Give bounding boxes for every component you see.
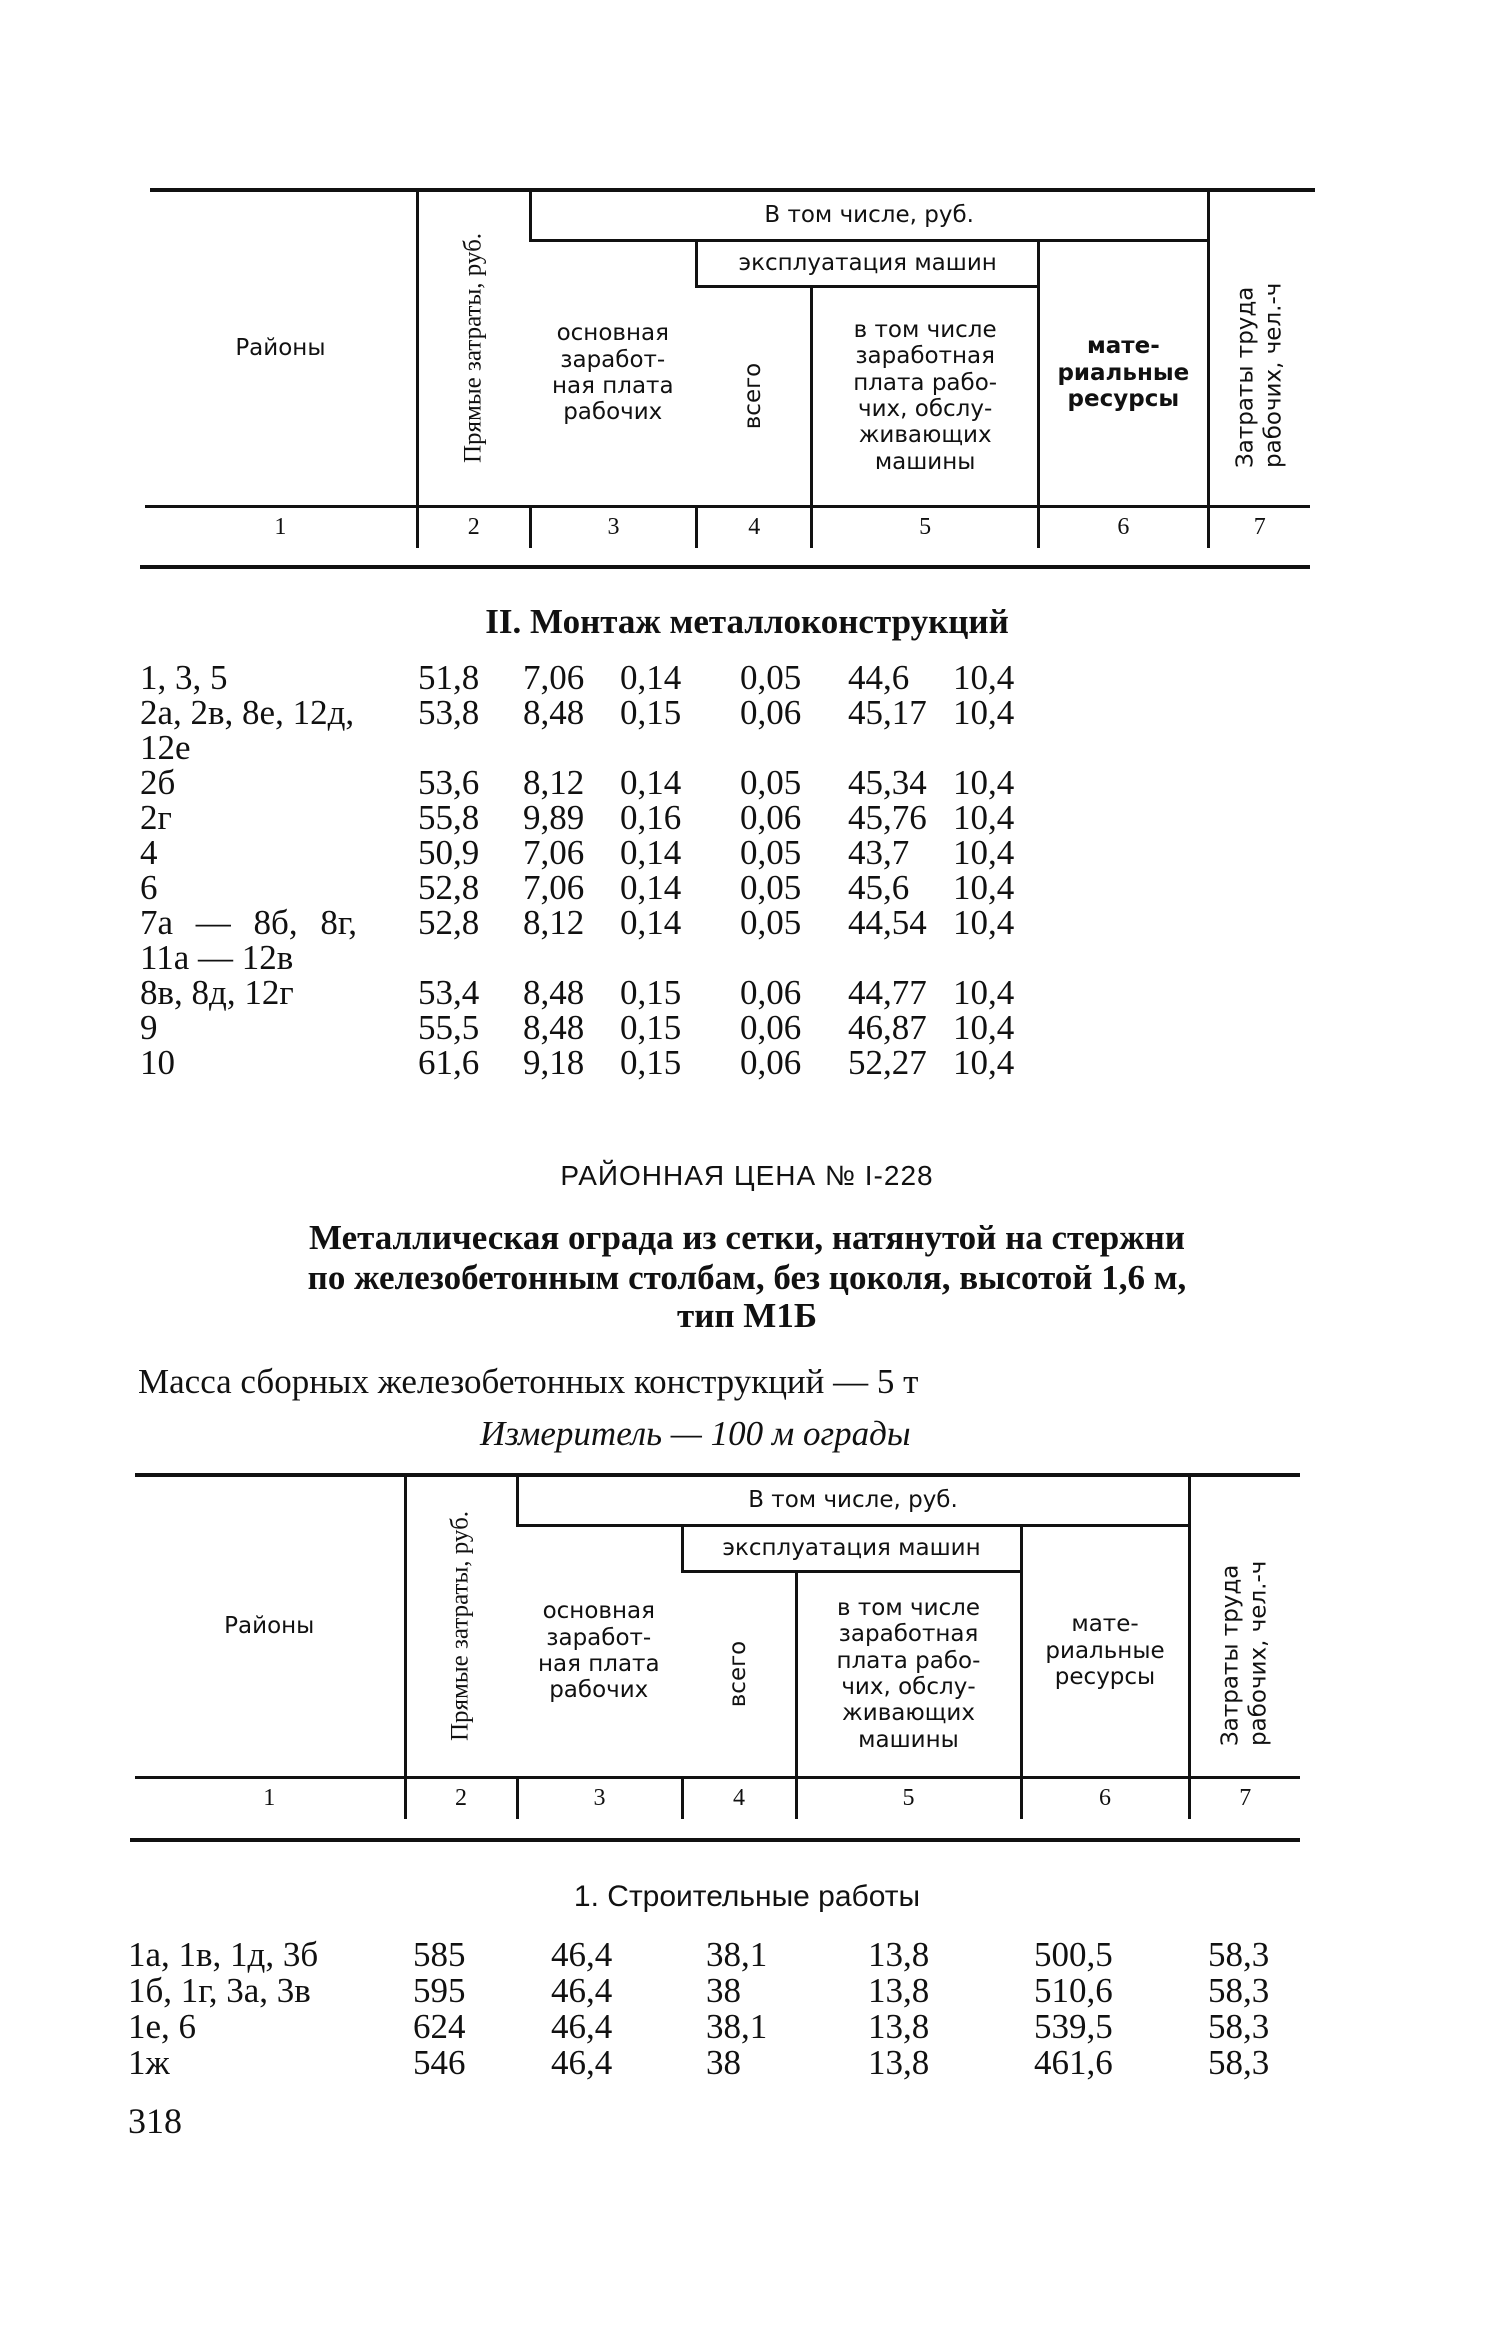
col-num-6: 6 xyxy=(1039,506,1208,548)
section1-title: II. Монтаж металлоконструкций xyxy=(485,602,1009,641)
table-row-continuation: 12е xyxy=(140,728,191,767)
table-row: 2а, 2в, 8е, 12д, 53,8 8,48 0,15 0,06 45,17 10,4 xyxy=(140,693,1015,732)
table-row: 8в, 8д, 12г 53,4 8,48 0,15 0,06 44,77 10,4 xyxy=(140,973,1015,1012)
table-row: 2б 53,6 8,12 0,14 0,05 45,34 10,4 xyxy=(140,763,1015,802)
header-osnovnaya-zarplata: основная заработ-ная плата рабочих xyxy=(537,1598,660,1704)
header-rayony: Районы xyxy=(235,335,326,362)
col-num-4: 4 xyxy=(682,1777,796,1819)
header-ekspluatatsiya: эксплуатация машин xyxy=(682,1525,1021,1571)
header-v-tom-chisle: В том числе, руб. xyxy=(530,192,1208,240)
table-row: 9 55,5 8,48 0,15 0,06 46,87 10,4 xyxy=(140,1008,1015,1047)
section2-title: 1. Строительные работы xyxy=(573,1880,921,1913)
col-num-3: 3 xyxy=(530,506,696,548)
table-row: 1а, 1в, 1д, 3б 585 46,4 38,1 13,8 500,5 58,3 xyxy=(128,1935,1270,1974)
col-num-7: 7 xyxy=(1189,1777,1300,1819)
table-row: 1е, 6 624 46,4 38,1 13,8 539,5 58,3 xyxy=(128,2007,1270,2046)
col-num-5: 5 xyxy=(796,1777,1021,1819)
table-row: 10 61,6 9,18 0,15 0,06 52,27 10,4 xyxy=(140,1043,1015,1082)
header-materialnye: мате-риальные ресурсы xyxy=(1039,240,1208,506)
table2-bottom-rule xyxy=(130,1838,1300,1842)
table-row-continuation: 11а — 12в xyxy=(140,938,294,977)
col-num-1: 1 xyxy=(135,1777,405,1819)
header-zatraty-truda: Затраты труда рабочих, чел.-ч xyxy=(1189,1477,1300,1777)
col-num-5: 5 xyxy=(812,506,1039,548)
table1-header xyxy=(145,192,1310,548)
header-pryamye-zatraty: Прямые затраты, руб. xyxy=(405,1477,517,1777)
price-title-line1: Металлическая ограда из сетки, натянутой на стержни xyxy=(309,1218,1185,1257)
header-materialnye: мате-риальные ресурсы xyxy=(1021,1525,1189,1777)
header-pryamye-zatraty: Прямые затраты, руб. xyxy=(417,192,530,506)
col-num-1: 1 xyxy=(145,506,417,548)
price-title-line2: по железобетонным столбам, без цоколя, высотой 1,6 м, xyxy=(307,1258,1187,1297)
table-row: 4 50,9 7,06 0,14 0,05 43,7 10,4 xyxy=(140,833,1015,872)
mass-line: Масса сборных железобетонных конструкций — 5 т xyxy=(138,1362,919,1401)
table-row: 1, 3, 5 51,8 7,06 0,14 0,05 44,6 10,4 xyxy=(140,658,1015,697)
measure-line: Измеритель — 100 м ограды xyxy=(480,1414,911,1453)
header-zatraty-truda: Затраты труда рабочих, чел.-ч xyxy=(1208,192,1310,506)
header-v-tom-chisle-zarplata: в том числе заработная плата рабо-чих, обслу-живающих машины xyxy=(812,286,1039,506)
col-num-6: 6 xyxy=(1021,1777,1189,1819)
col-num-7: 7 xyxy=(1208,506,1310,548)
table2-header xyxy=(135,1477,1300,1819)
col-num-4: 4 xyxy=(697,506,812,548)
header-vsego: всего xyxy=(725,1640,752,1708)
col-num-2: 2 xyxy=(417,506,530,548)
header-rayony: Районы xyxy=(224,1613,315,1640)
table-row: 2г 55,8 9,89 0,16 0,06 45,76 10,4 xyxy=(140,798,1015,837)
header-vsego: всего xyxy=(740,362,767,430)
col-num-3: 3 xyxy=(517,1777,682,1819)
table-row: 6 52,8 7,06 0,14 0,05 45,6 10,4 xyxy=(140,868,1015,907)
table-row: 7а — 8б, 8г, 52,8 8,12 0,14 0,05 44,54 10,4 xyxy=(140,903,1015,942)
header-osnovnaya-zarplata: основная заработ-ная плата рабочих xyxy=(551,320,674,426)
header-v-tom-chisle: В том числе, руб. xyxy=(517,1477,1189,1525)
page-number: 318 xyxy=(128,2101,182,2141)
header-v-tom-chisle-zarplata: в том числе заработная плата рабо-чих, обслу-живающих машины xyxy=(796,1571,1021,1777)
table-row: 1б, 1г, 3а, 3в 595 46,4 38 13,8 510,6 58,3 xyxy=(128,1971,1270,2010)
table-row: 1ж 546 46,4 38 13,8 461,6 58,3 xyxy=(128,2043,1270,2082)
price-title-line3: тип М1Б xyxy=(677,1296,817,1335)
col-num-2: 2 xyxy=(405,1777,517,1819)
price-heading: РАЙОННАЯ ЦЕНА № I-228 xyxy=(560,1160,934,1191)
table1-bottom-rule xyxy=(140,565,1310,569)
header-ekspluatatsiya: эксплуатация машин xyxy=(697,240,1039,286)
